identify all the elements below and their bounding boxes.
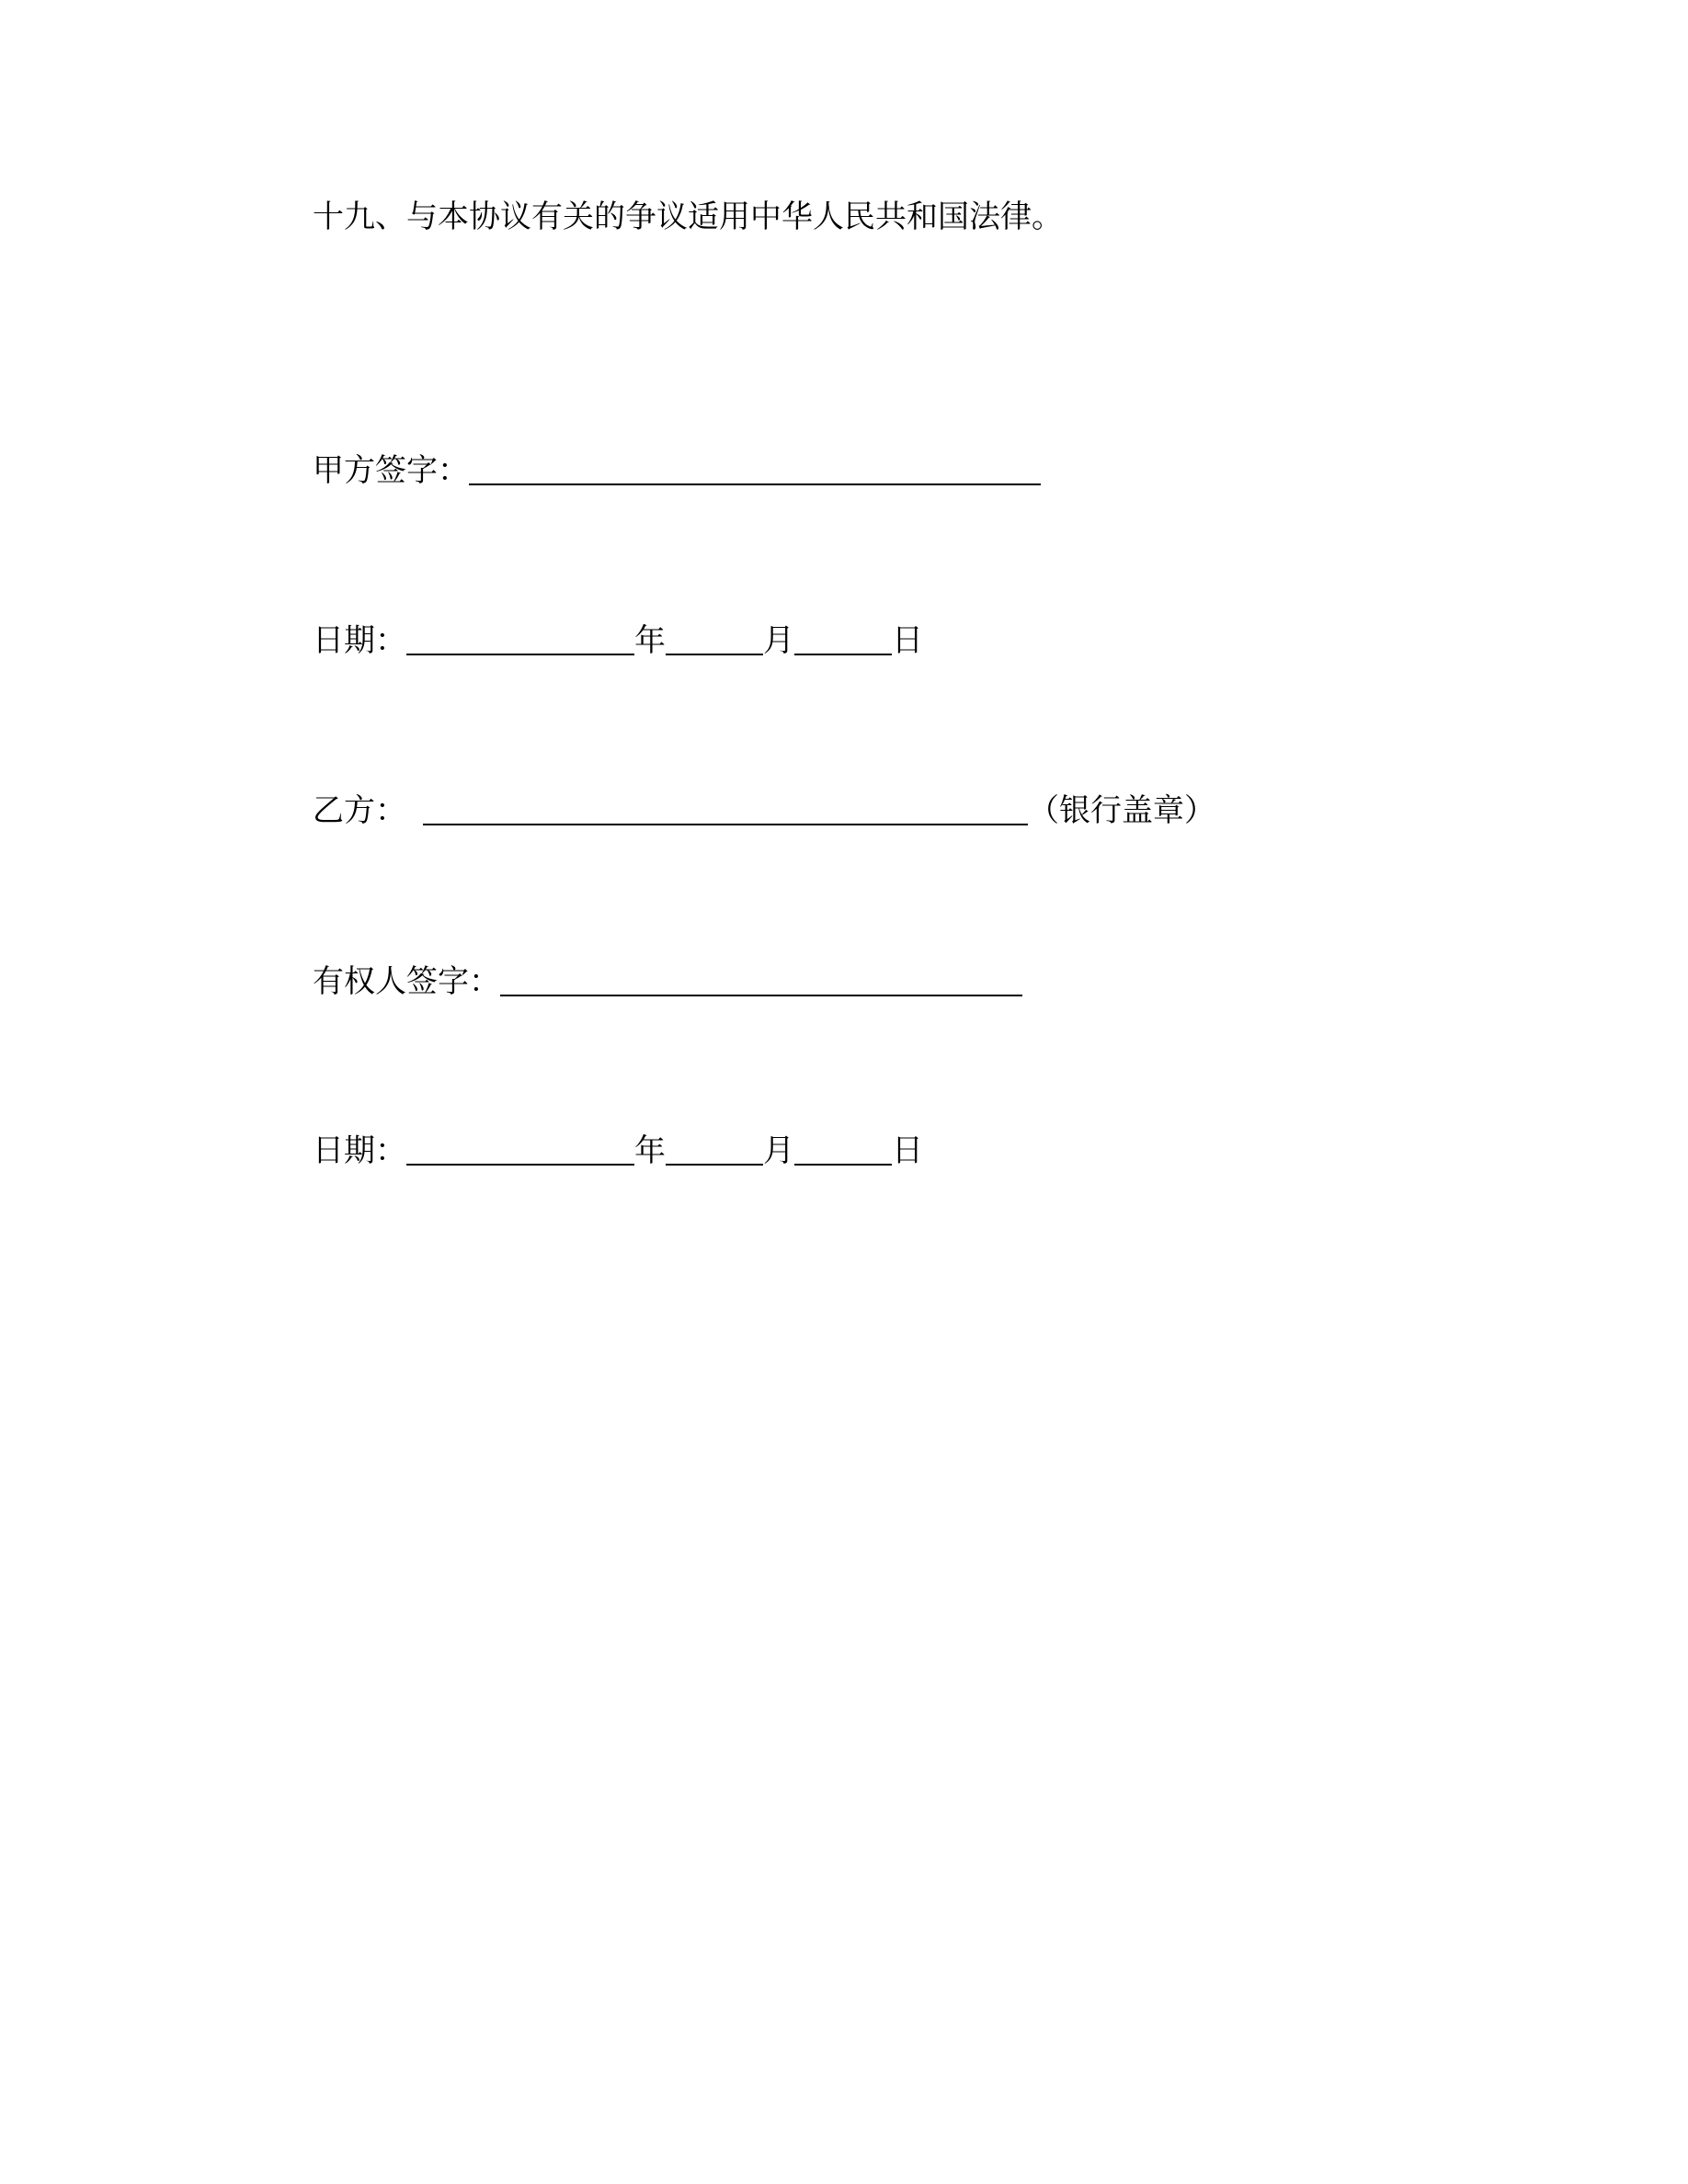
month-blank-2[interactable] xyxy=(666,1136,763,1166)
year-blank-1[interactable] xyxy=(406,626,634,655)
party-a-label: 甲方签字： xyxy=(313,452,469,489)
party-b-line xyxy=(313,792,1215,829)
day-blank-2[interactable] xyxy=(794,1136,892,1166)
authorized-signature-line xyxy=(313,963,1022,1000)
year-blank-2[interactable] xyxy=(406,1136,634,1166)
clause-19 xyxy=(313,199,1063,235)
day-blank-1[interactable] xyxy=(794,626,892,655)
party-b-label: 乙方： xyxy=(313,792,406,829)
authorized-label: 有权人签字： xyxy=(313,963,500,1000)
month-unit-2: 月 xyxy=(763,1132,794,1169)
day-unit-2: 日 xyxy=(892,1132,923,1169)
date-line-2 xyxy=(313,1132,923,1169)
authorized-signature-blank[interactable] xyxy=(500,967,1022,996)
party-a-signature-line xyxy=(313,452,1041,489)
bank-seal-note: （银行盖章） xyxy=(1028,792,1215,829)
party-a-signature-blank[interactable] xyxy=(469,456,1041,485)
date-label-1: 日期： xyxy=(313,622,406,659)
date-label-2: 日期： xyxy=(313,1132,406,1169)
party-b-blank[interactable] xyxy=(423,796,1028,825)
clause-19-text: 十九、与本协议有关的争议适用中华人民共和国法律。 xyxy=(313,199,1063,235)
day-unit-1: 日 xyxy=(892,622,923,659)
month-blank-1[interactable] xyxy=(666,626,763,655)
month-unit-1: 月 xyxy=(763,622,794,659)
year-unit-2: 年 xyxy=(634,1132,666,1169)
year-unit-1: 年 xyxy=(634,622,666,659)
date-line-1 xyxy=(313,622,923,659)
